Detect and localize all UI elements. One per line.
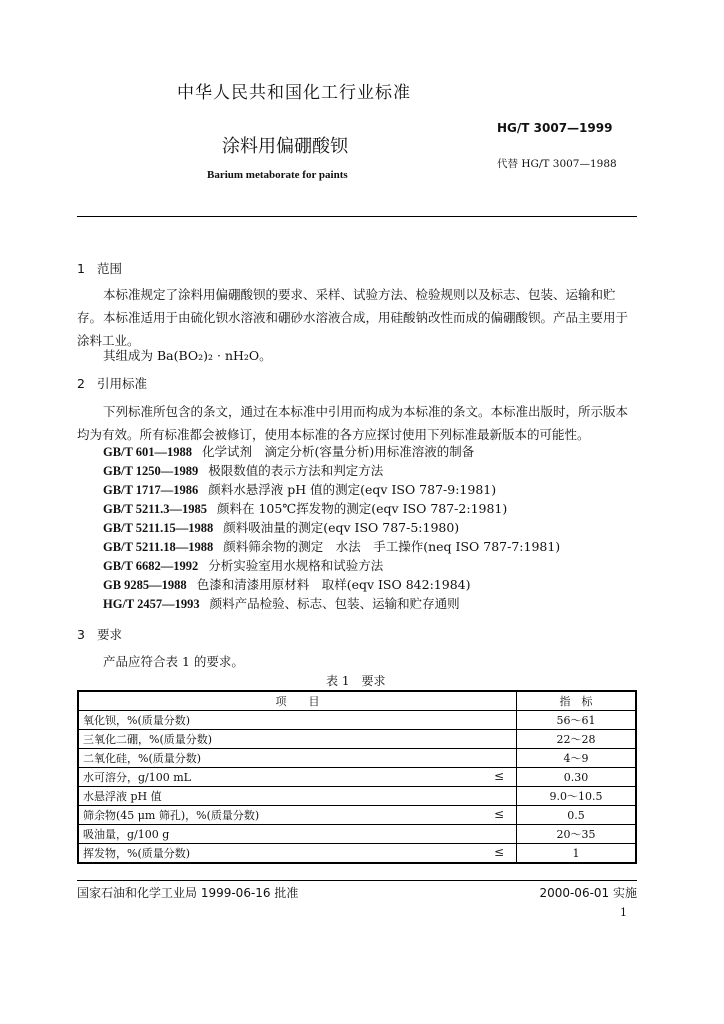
scope-formula: 其组成为 Ba(BO₂)₂ · nH₂O。 <box>103 348 272 363</box>
table-row <box>78 711 636 730</box>
table-row <box>78 768 636 787</box>
reference-item: GB/T 6682—1992 分析实验室用水规格和试验方法 <box>103 558 384 573</box>
row-value: 4～9 <box>517 749 637 768</box>
section-1-heading <box>77 259 122 277</box>
header-rule <box>77 216 637 217</box>
row-comparator: ≤ <box>493 807 504 821</box>
reference-item: GB/T 1250—1989 极限数值的表示方法和判定方法 <box>103 463 384 478</box>
table-row <box>78 749 636 768</box>
row-item: 水悬浮液 pH 值 <box>83 790 162 803</box>
table-header-value: 指 标 <box>517 691 637 711</box>
reference-item: GB/T 5211.3—1985 颜料在 105℃挥发物的测定(eqv ISO 787-2:1981) <box>103 501 508 516</box>
table-row <box>78 787 636 806</box>
table-caption: 表 1 要求 <box>326 674 386 688</box>
row-item: 水可溶分，g/100 mL <box>83 771 191 784</box>
section-2-heading <box>77 374 147 392</box>
reference-item: GB/T 5211.18—1988 颜料筛余物的测定 水法 手工操作(neq ISO 787-7:1981) <box>103 539 561 554</box>
row-item: 三氧化二硼，%(质量分数) <box>83 733 213 746</box>
page-number: 1 <box>620 906 627 919</box>
reference-item: GB/T 601—1988 化学试剂 滴定分析(容量分析)用标准溶液的制备 <box>103 444 475 459</box>
row-item: 吸油量，g/100 g <box>83 828 170 841</box>
reference-item: HG/T 2457—1993 颜料产品检验、标志、包装、运输和贮存通则 <box>103 596 460 611</box>
row-item: 挥发物，%(质量分数) <box>83 847 191 860</box>
section-title: 引用标准 <box>96 376 147 391</box>
row-value: 22～28 <box>517 730 637 749</box>
section-title: 要求 <box>96 627 122 642</box>
row-comparator: ≤ <box>493 845 504 859</box>
scope-paragraph-2: 本标准适用于由硫化钡水溶液和硼砂水溶液合成，用硅酸钠改性而成的偏硼酸钡。产品主要用于涂料工业。 <box>77 310 629 348</box>
approval-line: 国家石油和化学工业局 1999-06-16 批准 <box>77 886 299 900</box>
section-number: 3 <box>77 627 85 642</box>
row-value: 1 <box>517 844 637 864</box>
implementation-line: 2000-06-01 实施 <box>539 886 637 900</box>
references-intro: 下列标准所包含的条文，通过在本标准中引用而构成为本标准的条文。本标准出版时，所示版本均为有效。所有标准都会被修订，使用本标准的各方应探讨使用下列标准最新版本的可能性。 <box>77 404 629 442</box>
table-row <box>78 806 636 825</box>
replaces-standard: 代替 HG/T 3007—1988 <box>497 158 617 170</box>
document-title-english: Barium metaborate for paints <box>207 169 348 181</box>
row-comparator: ≤ <box>493 769 504 783</box>
table-row <box>78 844 636 864</box>
row-value: 0.30 <box>517 768 637 787</box>
row-value: 20～35 <box>517 825 637 844</box>
table-header-item: 项 目 <box>78 691 517 711</box>
requirements-table <box>77 690 637 864</box>
reference-item: GB/T 1717—1986 颜料水悬浮液 pH 值的测定(eqv ISO 787-9:1981) <box>103 482 497 497</box>
row-item: 氧化钡，%(质量分数) <box>83 714 191 727</box>
footer-rule <box>77 880 637 881</box>
row-value: 9.0～10.5 <box>517 787 637 806</box>
section-number: 2 <box>77 376 85 391</box>
document-title: 涂料用偏硼酸钡 <box>222 136 348 157</box>
table-header-row <box>78 691 636 711</box>
section-number: 1 <box>77 261 85 276</box>
row-value: 0.5 <box>517 806 637 825</box>
requirements-paragraph: 产品应符合表 1 的要求。 <box>103 654 244 669</box>
table-row <box>78 825 636 844</box>
scope-paragraph-1: 本标准规定了涂料用偏硼酸钡的要求、采样、试验方法、检验规则以及标志、包装、运输和贮存。 <box>77 287 616 325</box>
row-item: 二氧化硅，%(质量分数) <box>83 752 202 765</box>
row-value: 56～61 <box>517 711 637 730</box>
reference-item: GB/T 5211.15—1988 颜料吸油量的测定(eqv ISO 787-5:1980) <box>103 520 460 535</box>
reference-item: GB 9285—1988 色漆和清漆用原材料 取样(eqv ISO 842:1984) <box>103 577 471 592</box>
row-item: 筛余物(45 μm 筛孔)，%(质量分数) <box>83 809 260 822</box>
issuing-body: 中华人民共和国化工行业标准 <box>177 83 411 103</box>
section-3-heading <box>77 625 122 643</box>
section-title: 范围 <box>96 261 122 276</box>
standard-code: HG/T 3007—1999 <box>497 121 613 135</box>
table-row <box>78 730 636 749</box>
